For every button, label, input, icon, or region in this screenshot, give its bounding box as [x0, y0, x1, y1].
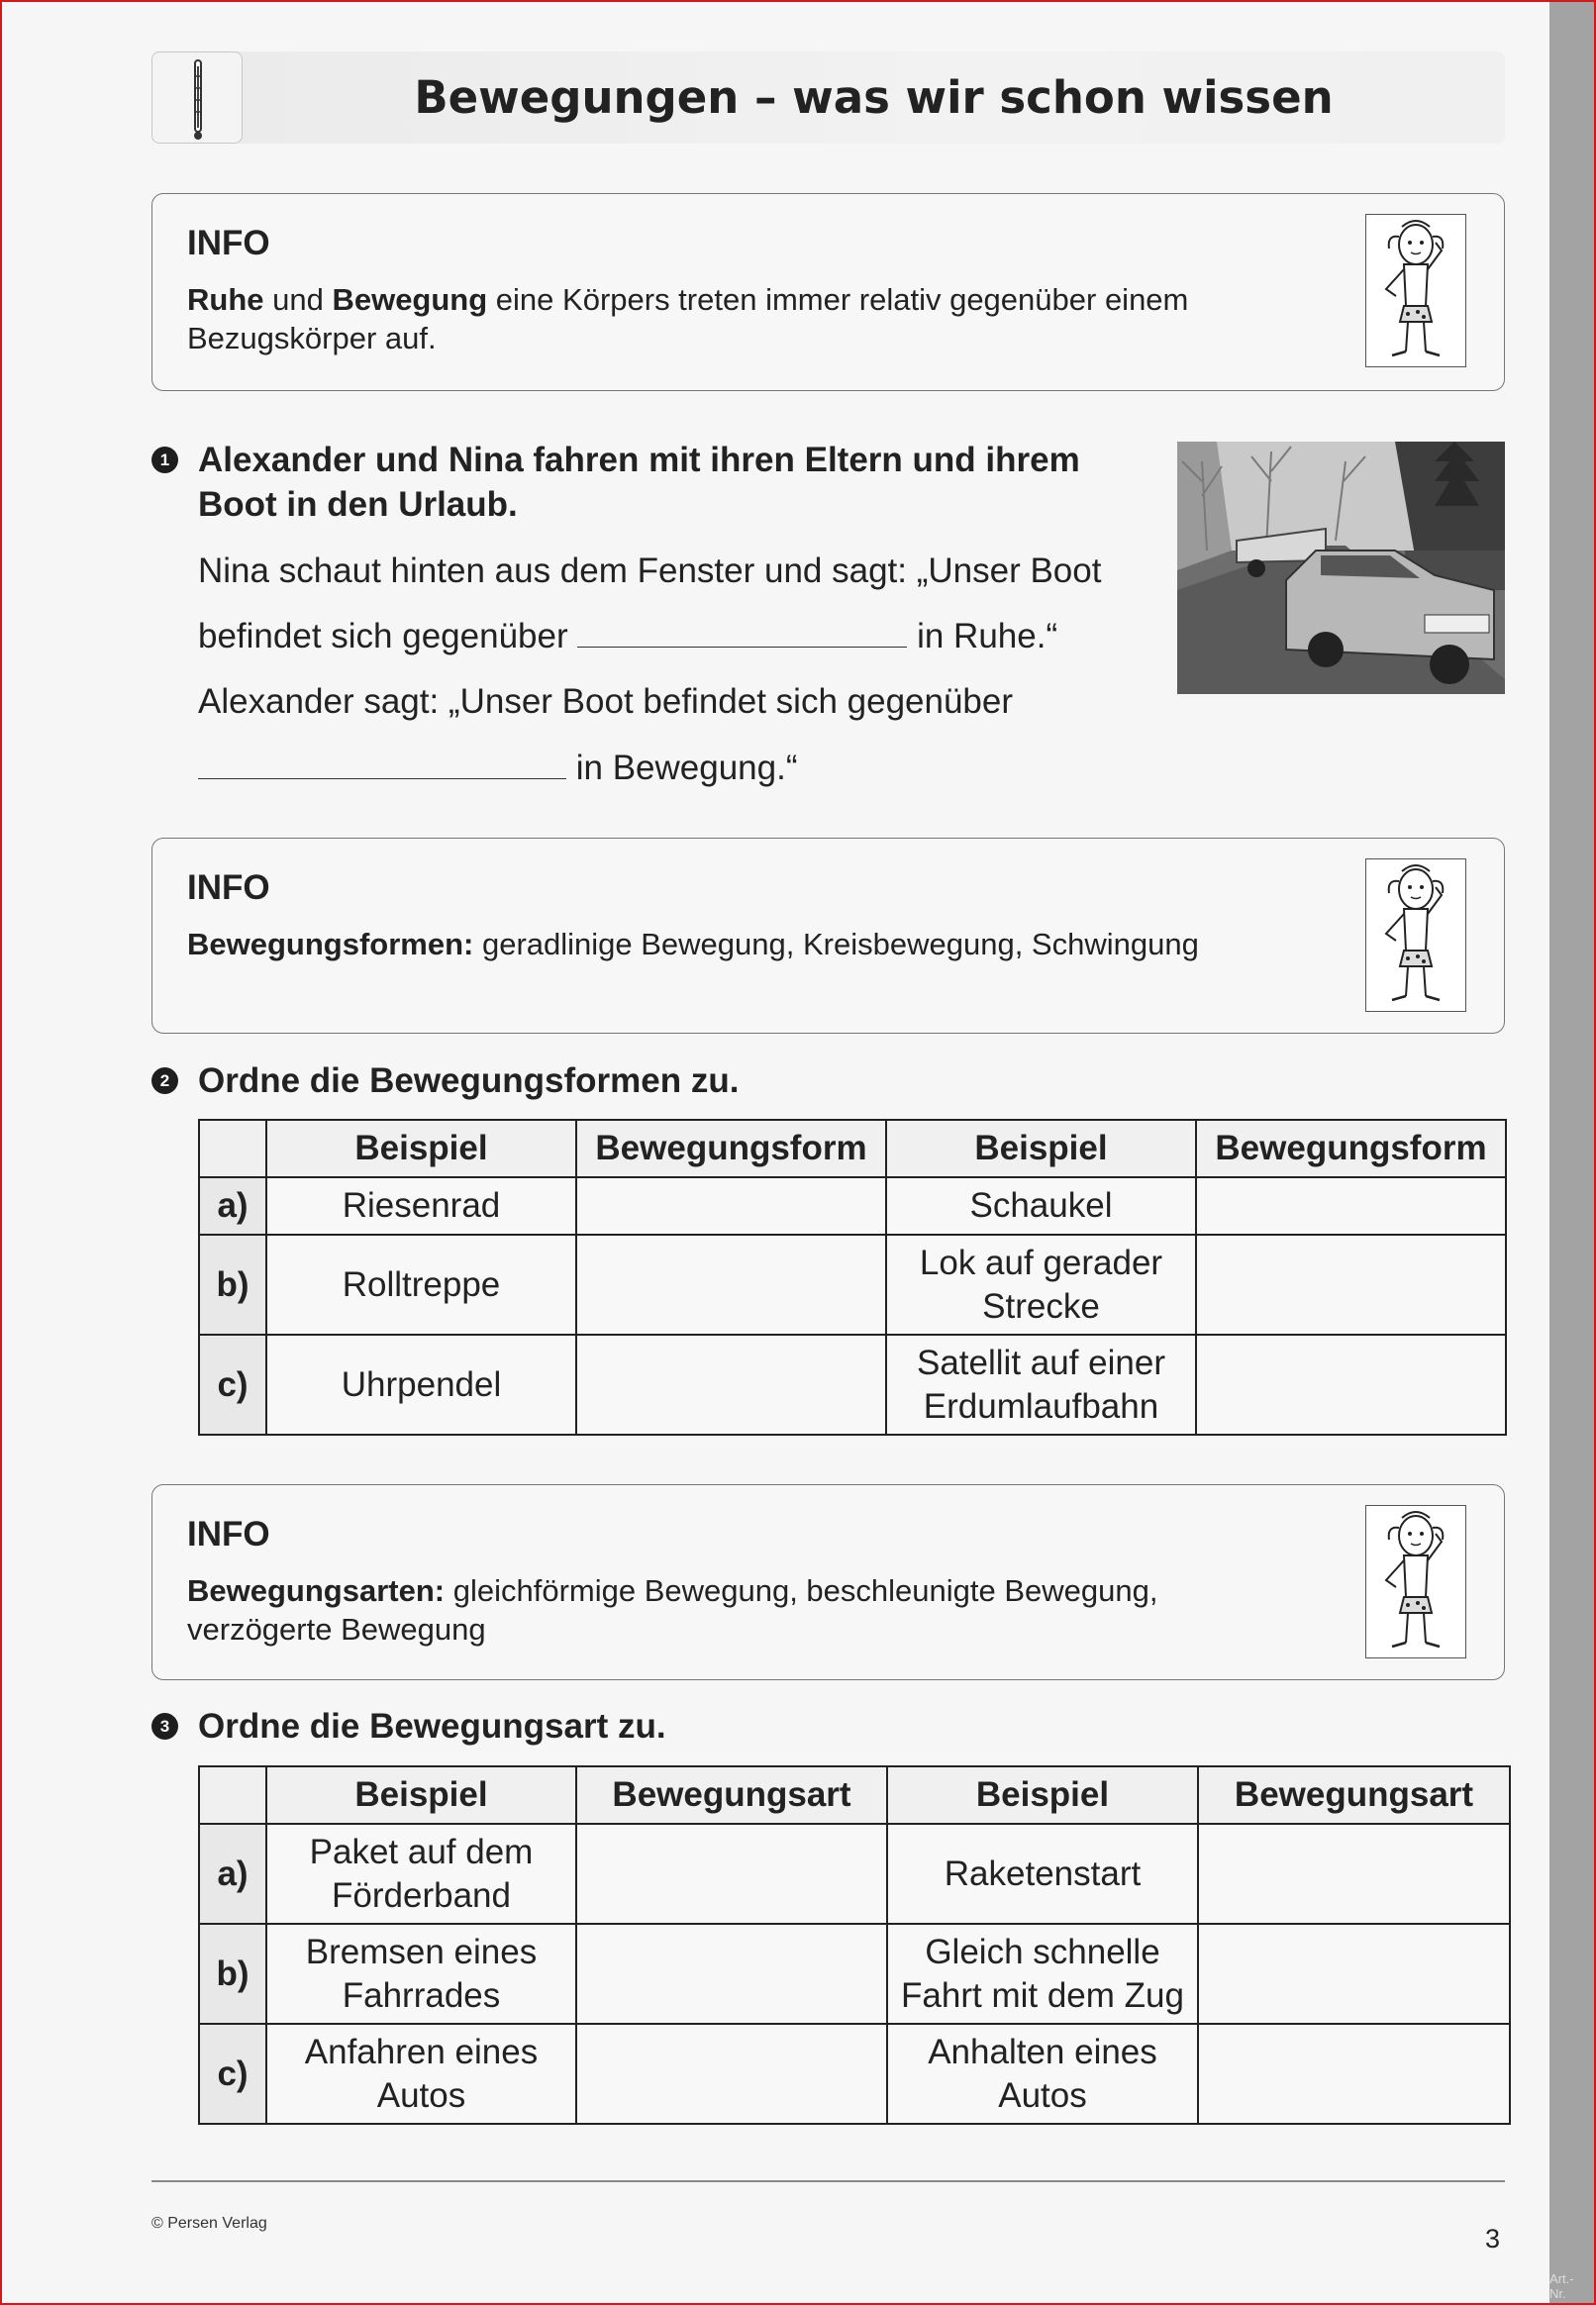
table-header: Beispiel [886, 1120, 1196, 1177]
example-line: Lok auf gerader [919, 1243, 1163, 1282]
row-label: b) [199, 1924, 266, 2024]
table-row [199, 1335, 1506, 1435]
task-number-3: 3 [151, 1713, 178, 1740]
info-heading: INFO [187, 868, 270, 907]
task-number-1: 1 [151, 447, 178, 473]
row-label: b) [199, 1235, 266, 1335]
example-cell [266, 1924, 576, 2024]
answer-cell[interactable] [1196, 1335, 1506, 1435]
answer-cell[interactable] [1198, 1924, 1510, 2024]
example-cell [266, 1824, 576, 1924]
task-3-title: Ordne die Bewegungsart zu. [198, 1707, 666, 1746]
header-icon-box [151, 51, 243, 144]
info-text [187, 925, 1306, 963]
example-line: Anfahren eines [304, 2032, 539, 2071]
task-1-line2 [198, 617, 1057, 656]
example-line: Autos [998, 2075, 1087, 2115]
info-text [187, 280, 1306, 357]
info-box-bewegungsarten [151, 1484, 1505, 1680]
example-line: Fahrrades [342, 1975, 501, 2015]
info-text-und: und [263, 282, 333, 317]
table-header: Bewegungsform [576, 1120, 886, 1177]
info-box-ruhe-bewegung [151, 193, 1505, 391]
answer-cell[interactable] [1196, 1177, 1506, 1235]
answer-cell[interactable] [576, 1824, 887, 1924]
info-text-line2: verzögerte Bewegung [187, 1612, 486, 1647]
page-edge-strip [1549, 2, 1594, 2303]
example-cell: Raketenstart [887, 1824, 1198, 1924]
info-bold-bewegungsformen: Bewegungsformen: [187, 927, 474, 961]
example-cell: Schaukel [886, 1177, 1196, 1235]
answer-cell[interactable] [576, 2024, 887, 2124]
table-header-empty [199, 1120, 266, 1177]
task-1-line4-b: in Bewegung.“ [575, 749, 798, 787]
task-number-2: 2 [151, 1067, 178, 1094]
task-1-title-line2: Boot in den Urlaub. [198, 485, 518, 524]
example-cell: Riesenrad [266, 1177, 576, 1235]
table-header-row [199, 1766, 1510, 1824]
row-label: a) [199, 1824, 266, 1924]
table-row [199, 2024, 1510, 2124]
task-1-line2-a: befindet sich gegenüber [198, 617, 568, 655]
table-header: Bewegungsart [1198, 1766, 1510, 1824]
example-cell [886, 1235, 1196, 1335]
table-header: Bewegungsart [576, 1766, 887, 1824]
table-header-row [199, 1120, 1506, 1177]
answer-cell[interactable] [576, 1335, 886, 1435]
example-line: Strecke [982, 1286, 1100, 1326]
task-1-title-line1: Alexander und Nina fahren mit ihren Eltern und ihrem [198, 441, 1080, 479]
example-cell [887, 2024, 1198, 2124]
info-text-line2: Bezugskörper auf. [187, 321, 437, 355]
girl-thinking-icon [1365, 214, 1466, 367]
row-label: a) [199, 1177, 266, 1235]
info-box-bewegungsformen [151, 838, 1505, 1034]
example-line: Paket auf dem [309, 1832, 534, 1871]
table-header: Beispiel [887, 1766, 1198, 1824]
example-line: Gleich schnelle [925, 1932, 1160, 1971]
edge-code: Art.-Nr. [1549, 2271, 1574, 2301]
example-line: Bremsen eines [305, 1932, 538, 1971]
example-line: Erdumlaufbahn [923, 1386, 1159, 1426]
task-3-table [198, 1765, 1511, 2125]
table-header: Beispiel [266, 1766, 576, 1824]
table-row [199, 1235, 1506, 1335]
thermometer-icon [152, 52, 244, 145]
example-line: Förderband [332, 1875, 511, 1915]
info-bold-bewegungsarten: Bewegungsarten: [187, 1573, 446, 1608]
table-header-empty [199, 1766, 266, 1824]
example-cell: Uhrpendel [266, 1335, 576, 1435]
car-with-boat-trailer-photo [1177, 442, 1505, 694]
task-1-line3: Alexander sagt: „Unser Boot befindet sich gegenüber [198, 682, 1014, 721]
info-bold-bewegung: Bewegung [332, 282, 488, 317]
info-text-forms: geradlinige Bewegung, Kreisbewegung, Schwingung [473, 927, 1199, 961]
girl-thinking-icon [1365, 858, 1466, 1012]
page-title: Bewegungen – was wir schon wissen [414, 71, 1334, 124]
answer-cell[interactable] [1198, 1824, 1510, 1924]
row-label: c) [199, 1335, 266, 1435]
table-row [199, 1177, 1506, 1235]
table-header: Bewegungsform [1196, 1120, 1506, 1177]
girl-thinking-icon [1365, 1505, 1466, 1658]
example-line: Fahrt mit dem Zug [901, 1975, 1184, 2015]
info-heading: INFO [187, 224, 270, 262]
answer-cell[interactable] [1198, 2024, 1510, 2124]
task-1-line1: Nina schaut hinten aus dem Fenster und sagt: „Unser Boot [198, 551, 1102, 590]
footer-copyright: © Persen Verlag [151, 2215, 267, 2232]
task-1-line4 [198, 749, 798, 788]
task-1-title [198, 438, 1080, 527]
info-text [187, 1571, 1306, 1649]
page-number: 3 [1485, 2224, 1501, 2254]
answer-blank-bewegung[interactable] [198, 750, 566, 779]
example-cell [887, 1924, 1198, 2024]
table-row [199, 1824, 1510, 1924]
answer-blank-ruhe[interactable] [577, 618, 907, 648]
example-cell: Rolltreppe [266, 1235, 576, 1335]
example-line: Anhalten eines [928, 2032, 1157, 2071]
info-bold-ruhe: Ruhe [187, 282, 264, 317]
answer-cell[interactable] [576, 1924, 887, 2024]
task-2-title: Ordne die Bewegungsformen zu. [198, 1061, 740, 1100]
table-header: Beispiel [266, 1120, 576, 1177]
answer-cell[interactable] [1196, 1235, 1506, 1335]
row-label: c) [199, 2024, 266, 2124]
info-heading: INFO [187, 1515, 270, 1553]
footer-divider [151, 2180, 1505, 2182]
task-1-line2-b: in Ruhe.“ [917, 617, 1058, 655]
example-cell [266, 2024, 576, 2124]
info-text-arten: gleichförmige Bewegung, beschleunigte Bewegung, [445, 1573, 1158, 1608]
answer-cell[interactable] [576, 1235, 886, 1335]
example-line: Autos [376, 2075, 466, 2115]
example-line: Satellit auf einer [917, 1343, 1165, 1382]
task-2-table [198, 1119, 1507, 1436]
table-row [199, 1924, 1510, 2024]
info-text-rest: eine Körpers treten immer relativ gegenüber einem [487, 282, 1189, 317]
example-cell [886, 1335, 1196, 1435]
answer-cell[interactable] [576, 1177, 886, 1235]
